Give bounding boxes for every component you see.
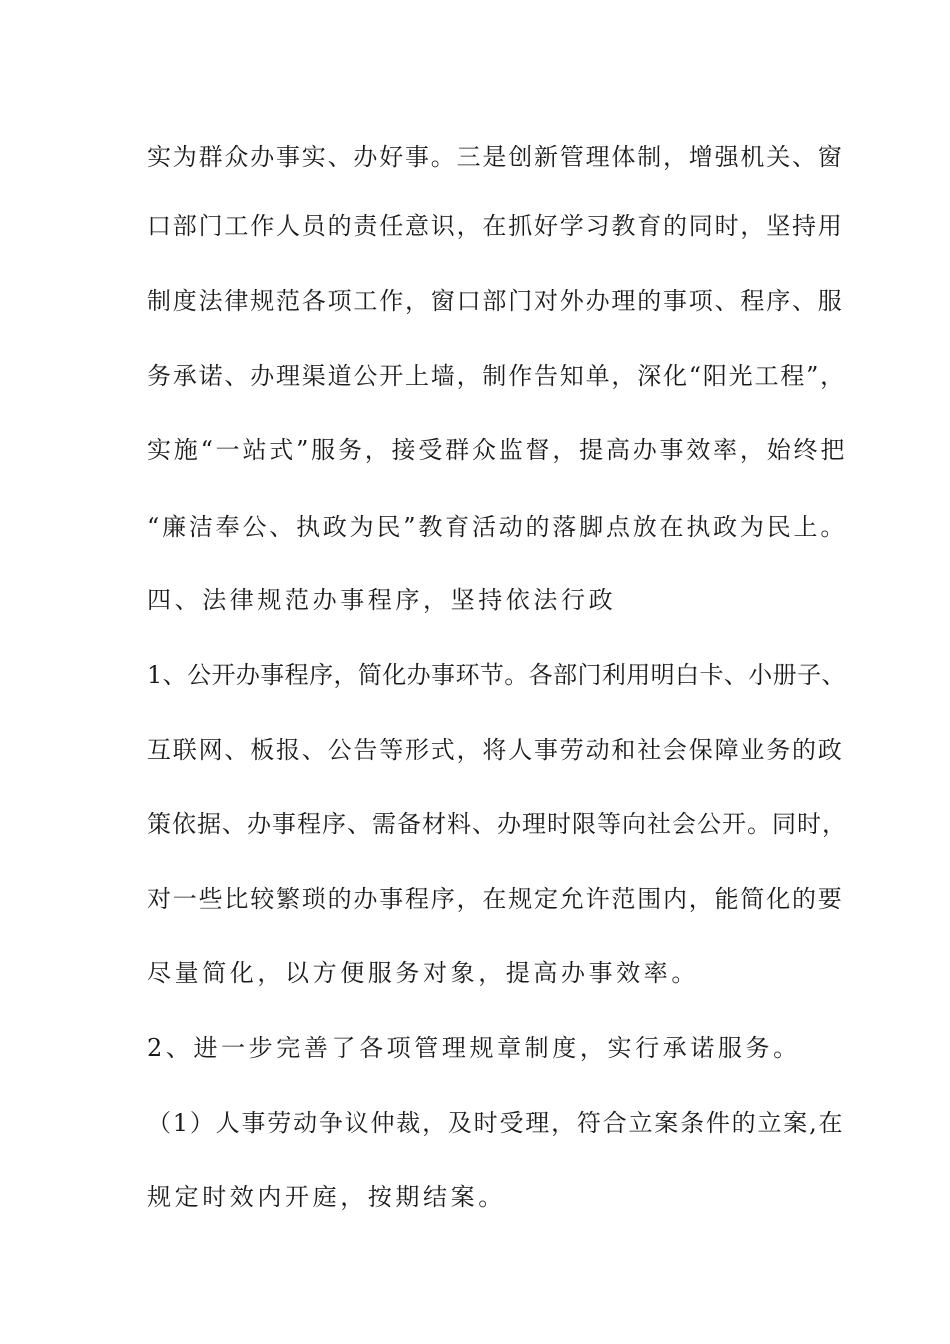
text-line: 实施“一站式”服务，接受群众监督，提高办事效率，始终把 [147,436,848,464]
text-line: （1）人事劳动争议仲裁，及时受理，符合立案条件的立案,在 [147,1109,845,1137]
text-line: 尽量简化，以方便服务对象，提高办事效率。 [147,959,699,987]
text-line: 务承诺、办理渠道公开上墙，制作告知单，深化“阳光工程”， [147,362,846,390]
text-line: 制度法律规范各项工作，窗口部门对外办理的事项、程序、服 [147,287,844,315]
text-line: 策依据、办事程序、需备材料、办理时限等向社会公开。同时， [147,810,847,838]
text-line: 实为群众办事实、办好事。三是创新管理体制，增强机关、窗 [147,143,844,171]
text-line: 2、进一步完善了各项管理规章制度，实行承诺服务。 [147,1034,801,1062]
text-line: 1、公开办事程序，简化办事环节。各部门利用明白卡、小册子、 [147,661,846,689]
text-line: “廉洁奉公、执政为民”教育活动的落脚点放在执政为民上。 [147,513,848,541]
text-line: 对一些比较繁琐的办事程序，在规定允许范围内，能简化的要 [147,885,844,913]
section-heading: 四、法律规范办事程序，坚持依法行政 [147,586,617,614]
text-line: 规定时效内开庭，按期结案。 [147,1183,506,1211]
text-line: 互联网、板报、公告等形式，将人事劳动和社会保障业务的政 [147,736,844,764]
text-line: 口部门工作人员的责任意识，在抓好学习教育的同时，坚持用 [147,212,844,240]
